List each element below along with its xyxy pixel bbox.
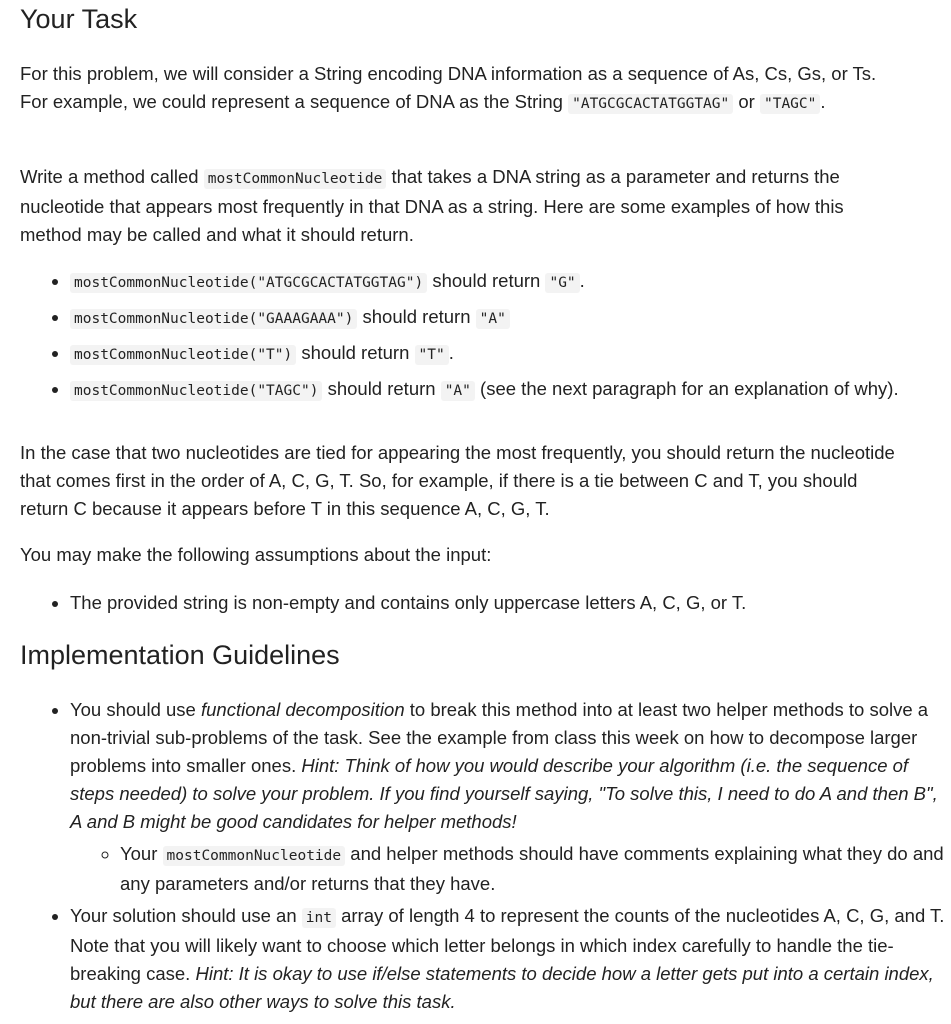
method-paragraph: Write a method called mostCommonNucleotide that takes a DNA string as a parameter and returns the nucleotide that appears most frequently in that DNA as a string. Here are some examples of how this method may be called and what it should return. — [20, 166, 844, 245]
list-item: • mostCommonNucleotide("ATGCGCACTATGGTAG") should return "G" . — [70, 264, 950, 300]
tie-paragraph: In the case that two nucleotides are tied for appearing the most frequently, you should return the nucleotide that comes first in the order of A, C, G, T. So, for example, if there is a tie between C and T, you should return C because it appears before T in this sequence A, C, G, T. — [20, 442, 895, 519]
example-dna-string-short: "TAGC" — [760, 94, 820, 114]
example-list — [20, 264, 950, 405]
guideline-list — [20, 696, 950, 1016]
method-name: mostCommonNucleotide — [204, 169, 387, 189]
sub-list — [70, 840, 950, 898]
implementation-heading: Implementation Guidelines — [20, 640, 340, 670]
list-item: • Your solution should use an int array of length 4 to represent the counts of the nucleotides A, C, G, and T. Note that you will likely want to choose which letter belongs in which index carefully to handle the tie-breaking case. Hint: It is okay to use if/else statements to decide how a letter gets put into a certain index, but there are also other ways to solve this task. — [70, 902, 950, 1016]
list-item: • The provided string is non-empty and contains only uppercase letters A, C, G, or T. — [70, 589, 950, 617]
list-item: • mostCommonNucleotide("GAAAGAAA") should return "A" — [70, 300, 950, 336]
list-item: • mostCommonNucleotide("TAGC") should return "A" (see the next paragraph for an explanation of why). — [70, 372, 950, 405]
list-item: • You should use functional decomposition to break this method into at least two helper methods to solve a non-trivial sub-problems of the task. See the example from class this week on how to decompose larger problems into smaller ones. Hint: Think of how you would describe your algorithm (i.e. the sequence of steps needed) to solve your problem. If you find yourself saying, "To solve this, I need to do A and then B", A and B might be good candidates for helper methods! ◦ Your mostCommonNucleotide and helper methods should have comments explaining what they do and any parameters and/or returns that they have. — [70, 696, 950, 898]
intro-paragraph: For this problem, we will consider a String encoding DNA information as a sequence of As, Cs, Gs, or Ts. For example, we could represent a sequence of DNA as the String "ATGCGCACTATGGTAG" or "TAGC" . — [20, 63, 877, 112]
assumption-list — [20, 589, 950, 617]
assumptions-intro: You may make the following assumptions about the input: — [20, 544, 492, 565]
list-item: ◦ Your mostCommonNucleotide and helper methods should have comments explaining what they do and any parameters and/or returns that they have. — [120, 840, 950, 898]
task-heading: Your Task — [20, 4, 138, 34]
list-item: • mostCommonNucleotide("T") should return "T" . — [70, 336, 950, 372]
example-dna-string: "ATGCGCACTATGGTAG" — [568, 94, 733, 114]
